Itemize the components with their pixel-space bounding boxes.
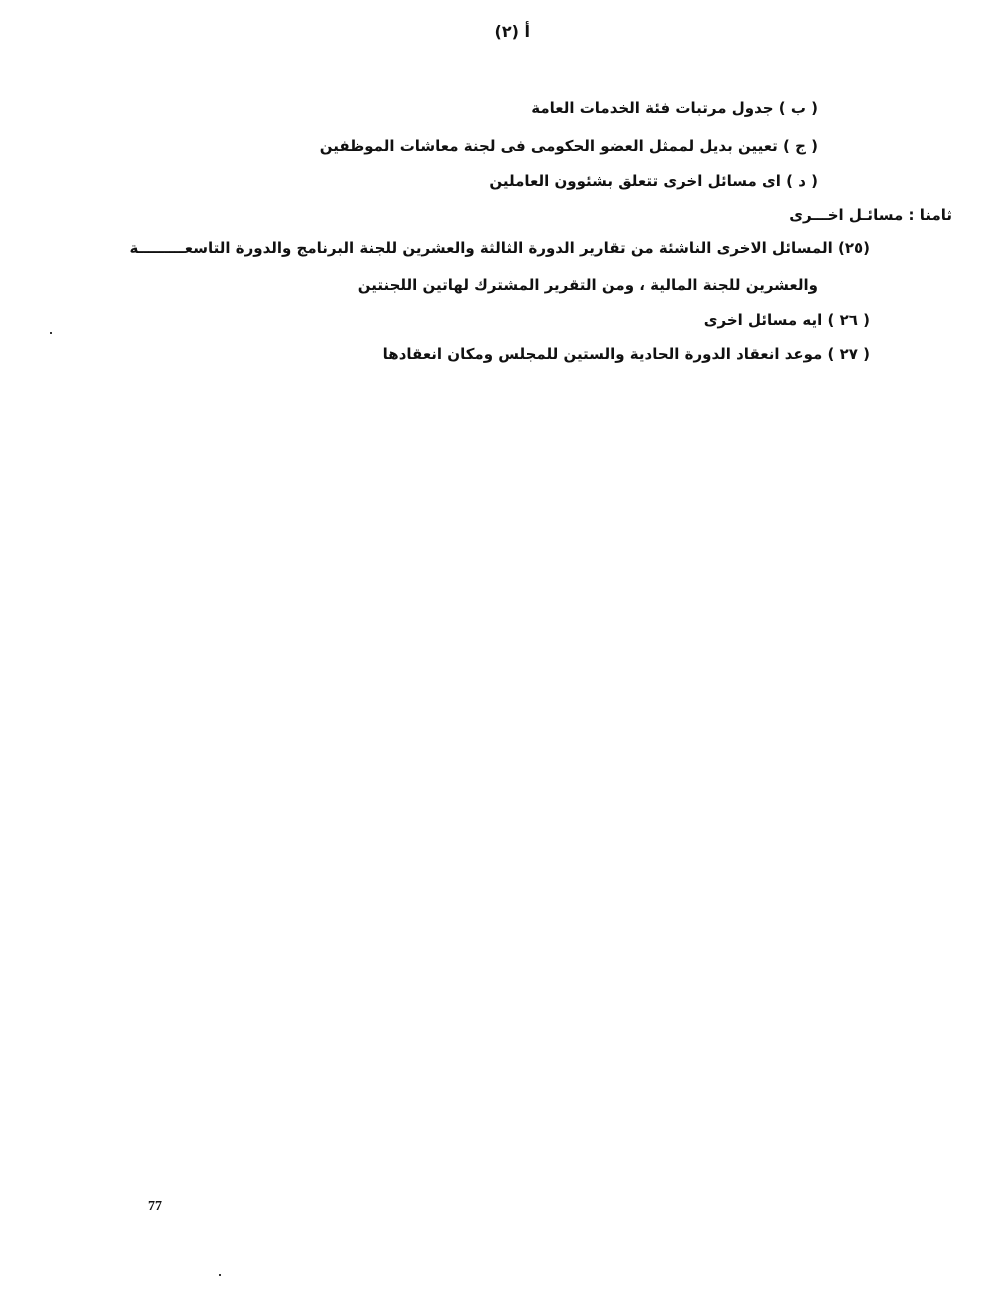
point-25-line-1: (٢٥) المسائل الاخرى الناشئة من تقارير الدورة الثالثة والعشرين للجنة البرنامج والدورة التاسعـــــــــة xyxy=(129,239,870,257)
page-marker: أ (٢) xyxy=(494,22,530,41)
point-25-line-2: والعشرين للجنة المالية ، ومن التقرير المشترك لهاتين اللجنتين xyxy=(357,276,818,294)
item-c: ( ج ) تعيين بديل لممثل العضو الحكومى فى لجنة معاشات الموظفين xyxy=(319,137,818,155)
page-number: 77 xyxy=(148,1199,162,1214)
scan-speck xyxy=(219,1274,221,1276)
section-heading: ثامنا : مسائـل اخـــرى xyxy=(789,206,952,224)
item-b: ( ب ) جدول مرتبات فئة الخدمات العامة xyxy=(531,99,818,117)
scan-speck xyxy=(50,332,52,334)
item-d: ( د ) اى مسائل اخرى تتعلق بشئوون العاملين xyxy=(489,172,818,190)
point-27: ( ٢٧ ) موعد انعقاد الدورة الحادية والستين للمجلس ومكان انعقادها xyxy=(382,345,870,363)
point-26: ( ٢٦ ) ايه مسائل اخرى xyxy=(703,311,870,329)
